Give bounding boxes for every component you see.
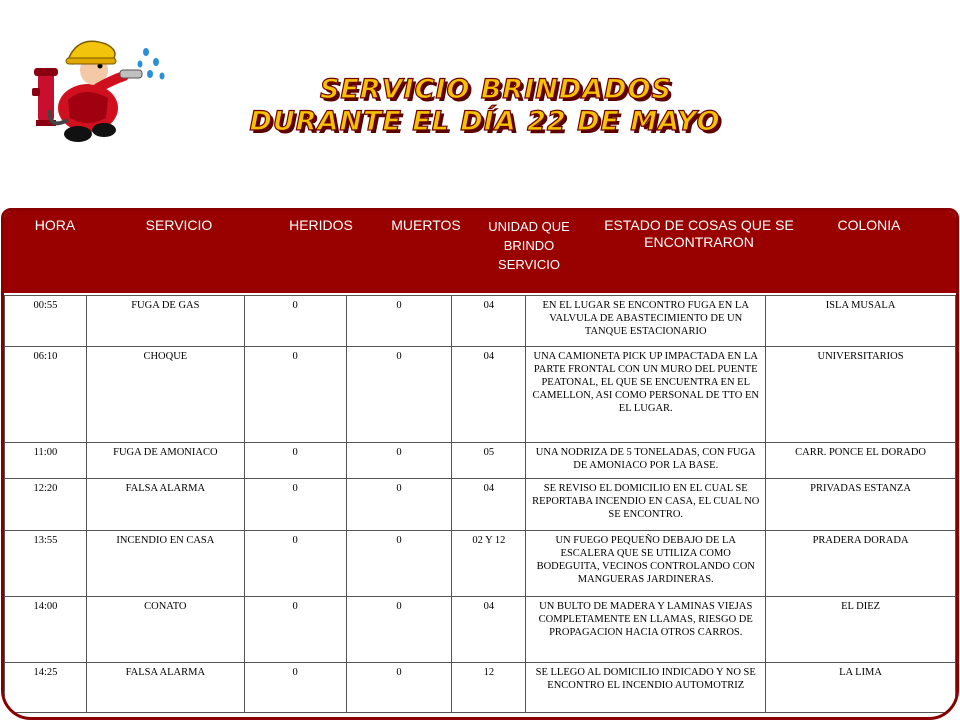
cell-unidad: 04 (452, 296, 526, 347)
cell-unidad: 12 (452, 663, 526, 713)
cell-hora: 00:55 (5, 296, 87, 347)
cell-heridos: 0 (244, 531, 346, 597)
cell-estado: UNA CAMIONETA PICK UP IMPACTADA EN LA PARTE FRONTAL CON UN MURO DEL PUENTE PEATONAL, EL QUE SE ENCUENTRA EN EL CAMELLON, ASI COMO PERSONAL DE TTO EN EL LUGAR. (526, 347, 766, 443)
services-table (4, 295, 956, 713)
header-estado: ESTADO DE COSAS QUE SE ENCONTRARON (604, 217, 794, 250)
cell-colonia: CARR. PONCE EL DORADO (766, 443, 956, 479)
header-colonia: COLONIA (837, 217, 901, 233)
header-hora: HORA (34, 217, 76, 233)
header-unidad: UNIDAD QUE BRINDO SERVICIO (488, 219, 570, 272)
cell-unidad: 04 (452, 597, 526, 663)
cell-unidad: 04 (452, 347, 526, 443)
cell-unidad: 04 (452, 479, 526, 531)
header-servicio: SERVICIO (145, 217, 213, 233)
cell-unidad: 02 Y 12 (452, 531, 526, 597)
table-row (5, 296, 956, 347)
cell-estado: SE REVISO EL DOMICILIO EN EL CUAL SE REPORTABA INCENDIO EN CASA, EL CUAL NO SE ENCONTRO. (526, 479, 766, 531)
cell-heridos: 0 (244, 443, 346, 479)
cell-muertos: 0 (346, 296, 452, 347)
table-row (5, 347, 956, 443)
cell-estado: EN EL LUGAR SE ENCONTRO FUGA EN LA VALVULA DE ABASTECIMIENTO DE UN TANQUE ESTACIONARIO (526, 296, 766, 347)
cell-heridos: 0 (244, 296, 346, 347)
cell-muertos: 0 (346, 597, 452, 663)
cell-colonia: ISLA MUSALA (766, 296, 956, 347)
services-table-frame (1, 208, 959, 720)
cell-muertos: 0 (346, 531, 452, 597)
cell-muertos: 0 (346, 479, 452, 531)
cell-unidad: 05 (452, 443, 526, 479)
header-muertos: MUERTOS (391, 217, 461, 233)
cell-muertos: 0 (346, 443, 452, 479)
cell-estado: SE LLEGO AL DOMICILIO INDICADO Y NO SE ENCONTRO EL INCENDIO AUTOMOTRIZ (526, 663, 766, 713)
cell-muertos: 0 (346, 347, 452, 443)
cell-colonia: LA LIMA (766, 663, 956, 713)
cell-estado: UN BULTO DE MADERA Y LAMINAS VIEJAS COMPLETAMENTE EN LLAMAS, RIESGO DE PROPAGACION HACIA OTROS CARROS. (526, 597, 766, 663)
cell-colonia: PRADERA DORADA (766, 531, 956, 597)
cell-heridos: 0 (244, 347, 346, 443)
cell-estado: UNA NODRIZA DE 5 TONELADAS, CON FUGA DE AMONIACO POR LA BASE. (526, 443, 766, 479)
cell-servicio: FUGA DE AMONIACO (86, 443, 244, 479)
cell-servicio: INCENDIO EN CASA (86, 531, 244, 597)
cell-hora: 12:20 (5, 479, 87, 531)
cell-heridos: 0 (244, 597, 346, 663)
cell-colonia: UNIVERSITARIOS (766, 347, 956, 443)
cell-servicio: CHOQUE (86, 347, 244, 443)
cell-heridos: 0 (244, 663, 346, 713)
cell-heridos: 0 (244, 479, 346, 531)
cell-colonia: PRIVADAS ESTANZA (766, 479, 956, 531)
cell-hora: 14:00 (5, 597, 87, 663)
table-row (5, 443, 956, 479)
table-row (5, 663, 956, 713)
cell-hora: 13:55 (5, 531, 87, 597)
cell-servicio: FUGA DE GAS (86, 296, 244, 347)
cell-servicio: FALSA ALARMA (86, 663, 244, 713)
cell-hora: 14:25 (5, 663, 87, 713)
table-row (5, 531, 956, 597)
table-header (4, 211, 956, 293)
title-line-1: SERVICIO BRINDADOS (320, 74, 672, 105)
cell-hora: 11:00 (5, 443, 87, 479)
table-row (5, 597, 956, 663)
table-row (5, 479, 956, 531)
title-line-2: DURANTE EL DÍA 22 DE MAYO (249, 106, 721, 137)
cell-hora: 06:10 (5, 347, 87, 443)
cell-colonia: EL DIEZ (766, 597, 956, 663)
cell-servicio: CONATO (86, 597, 244, 663)
cell-muertos: 0 (346, 663, 452, 713)
header-heridos: HERIDOS (289, 217, 353, 233)
cell-servicio: FALSA ALARMA (86, 479, 244, 531)
cell-estado: UN FUEGO PEQUEÑO DEBAJO DE LA ESCALERA QUE SE UTILIZA COMO BODEGUITA, VECINOS CONTROLANDO CON MANGUERAS JARDINERAS. (526, 531, 766, 597)
